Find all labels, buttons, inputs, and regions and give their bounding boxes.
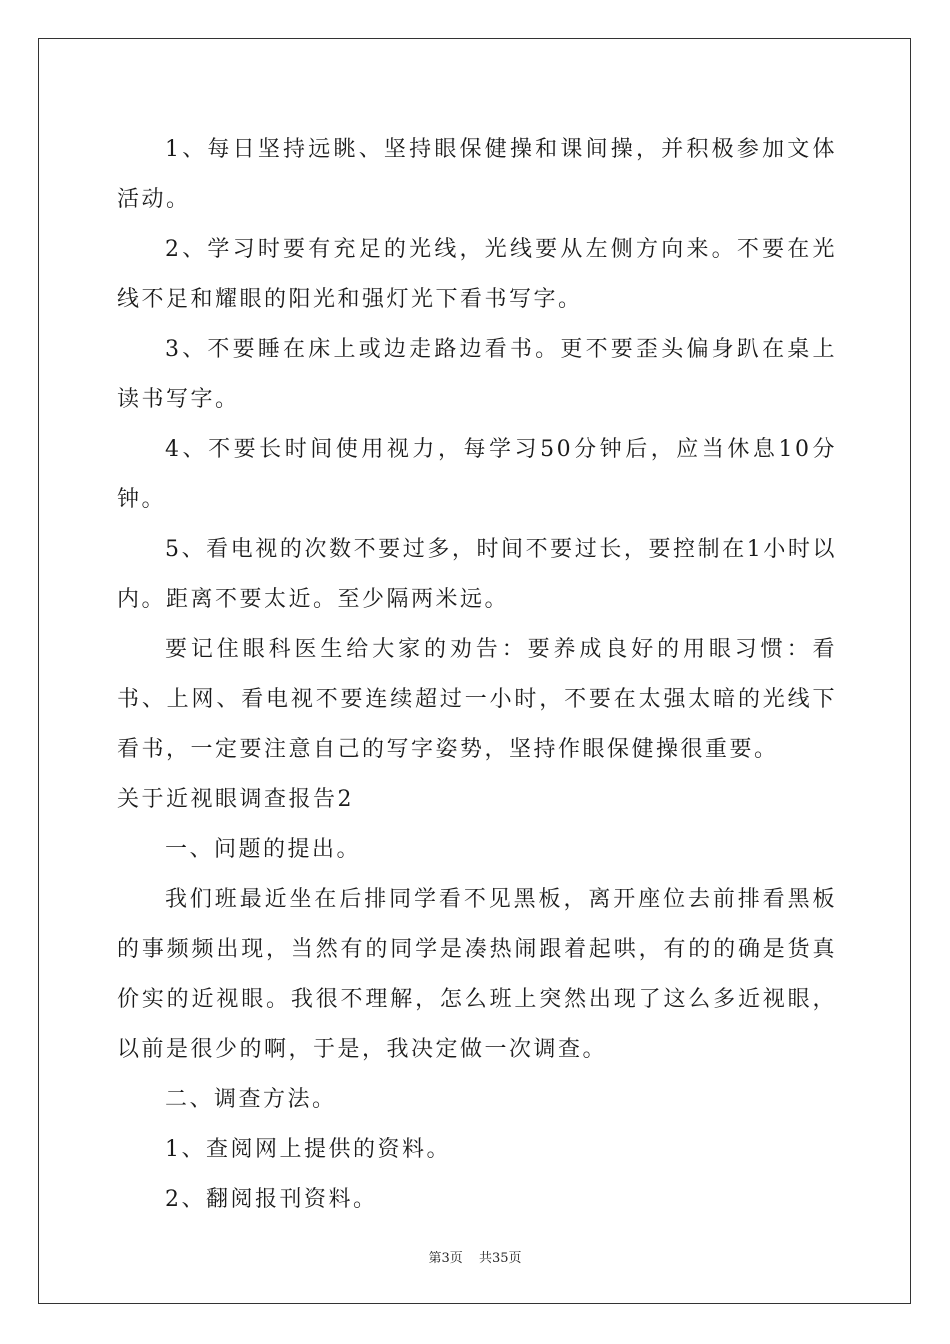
page-footer — [0, 1247, 950, 1266]
paragraph-doctor-advice: 要记住眼科医生给大家的劝告：要养成良好的用眼习惯：看书、上网、看电视不要连续超过一小时，不要在太强太暗的光线下看书，一定要注意自己的写字姿势，坚持作眼保健操很重要。 — [117, 637, 837, 762]
document-body — [117, 125, 837, 1225]
subheading-problem: 一、问题的提出。 — [165, 837, 362, 862]
total-pages: 共35页 — [478, 1251, 522, 1266]
paragraph-method-2: 2、翻阅报刊资料。 — [165, 1187, 378, 1212]
paragraph-problem-description: 我们班最近坐在后排同学看不见黑板，离开座位去前排看黑板的事频频出现，当然有的同学是凑热闹跟着起哄，有的的确是货真价实的近视眼。我很不理解，怎么班上突然出现了这么多近视眼，以前是很少的啊，于是，我决定做一次调查。 — [117, 887, 837, 1062]
paragraph-tip-3: 3、不要睡在床上或边走路边看书。更不要歪头偏身趴在桌上读书写字。 — [117, 337, 837, 412]
paragraph-tip-2: 2、学习时要有充足的光线，光线要从左侧方向来。不要在光线不足和耀眼的阳光和强灯光下看书写字。 — [117, 237, 837, 312]
section-title: 关于近视眼调查报告2 — [117, 787, 354, 812]
subheading-method: 二、调查方法。 — [165, 1087, 337, 1112]
paragraph-tip-1: 1、每日坚持远眺、坚持眼保健操和课间操，并积极参加文体活动。 — [117, 137, 837, 212]
paragraph-method-1: 1、查阅网上提供的资料。 — [165, 1137, 451, 1162]
page-number: 第3页 — [428, 1251, 463, 1266]
paragraph-tip-5: 5、看电视的次数不要过多，时间不要过长，要控制在1小时以内。距离不要太近。至少隔两米远。 — [117, 537, 837, 612]
paragraph-tip-4: 4、不要长时间使用视力，每学习50分钟后，应当休息10分钟。 — [117, 437, 837, 512]
